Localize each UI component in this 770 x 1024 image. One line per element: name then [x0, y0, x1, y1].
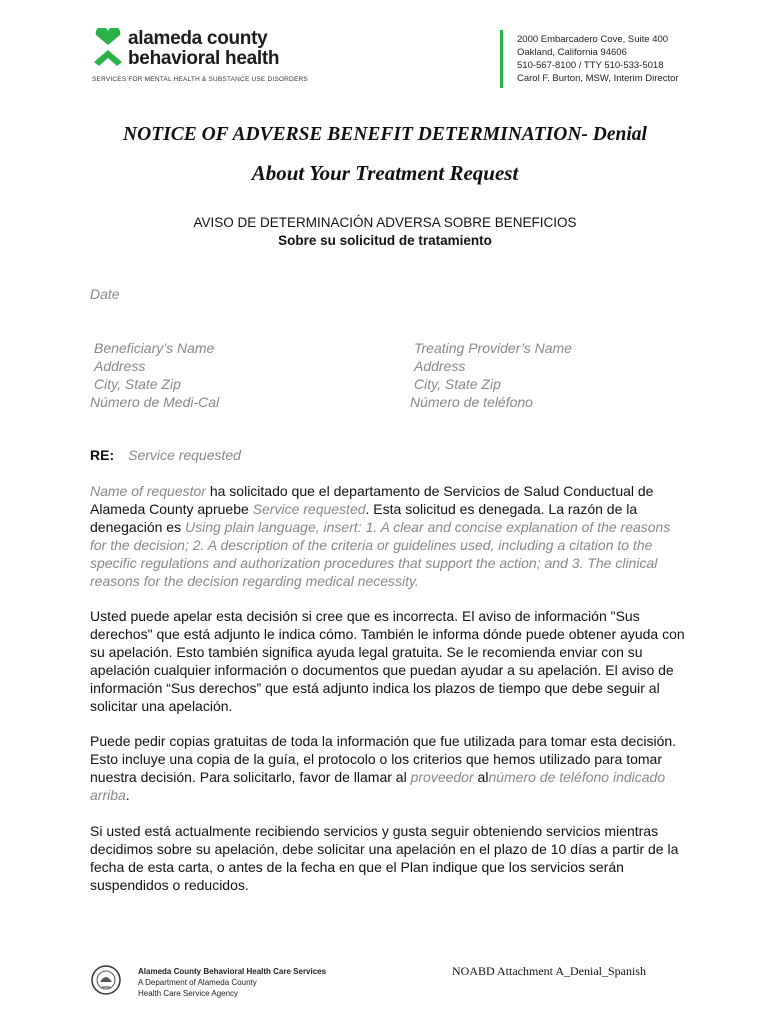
- header-divider: [500, 30, 503, 88]
- requestor-placeholder: Name of requestor: [90, 483, 206, 499]
- date-placeholder: Date: [90, 286, 120, 302]
- logo-text-line1: alameda county: [128, 28, 268, 49]
- contact-director: Carol F. Burton, MSW, Interim Director: [517, 73, 679, 84]
- re-service-placeholder: Service requested: [128, 447, 241, 463]
- logo-tagline: SERVICES FOR MENTAL HEALTH & SUBSTANCE USE DISORDERS: [92, 76, 308, 83]
- logo-text-line2: behavioral health: [128, 48, 280, 69]
- paragraph-free-copies: [90, 732, 690, 804]
- footer-agency-name: Alameda County Behavioral Health Care Services: [138, 967, 327, 976]
- paragraph-denial-reason: [90, 482, 690, 590]
- contact-phone: 510-567-8100 / TTY 510-533-5018: [517, 60, 664, 71]
- para3-text3: .: [125, 787, 130, 803]
- re-line: [90, 447, 241, 463]
- contact-city: Oakland, California 94606: [517, 47, 627, 58]
- footer-agency: [138, 966, 326, 999]
- footer-attachment-label: NOABD Attachment A_Denial_Spanish: [452, 964, 646, 978]
- title-spanish: AVISO DE DETERMINACIÓN ADVERSA SOBRE BENEFICIOS: [193, 215, 577, 230]
- heart-chevron-logo-icon: [92, 28, 124, 68]
- provider-phone: Número de teléfono: [410, 394, 533, 410]
- beneficiary-city: City, State Zip: [94, 376, 181, 392]
- service-placeholder: Service requested: [252, 501, 366, 517]
- county-seal-icon: [90, 960, 122, 1002]
- contact-block: [517, 33, 679, 85]
- provider-placeholder: proveedor: [410, 769, 474, 785]
- beneficiary-name: Beneficiary’s Name: [94, 340, 215, 356]
- paragraph-appeal-rights: Usted puede apelar esta decisión si cree que es incorrecta. El aviso de información "Sus derechos" que está adjunto le indica cómo. También le informa dónde puede obtener ayuda con su apelación. Esto también significa ayuda legal gratuita. Se le recomienda enviar con su apelación cualquier información o documentos que puedan ayudar a su apelación. El aviso de información “Sus derechos” que está adjunto indica los plazos de tiempo que debe seguir al solicitar una apelación.: [90, 608, 685, 714]
- footer-department: A Department of Alameda County: [138, 978, 257, 987]
- para3-text2: al: [473, 769, 489, 785]
- provider-city: City, State Zip: [414, 376, 501, 392]
- subtitle-spanish: Sobre su solicitud de tratamiento: [278, 233, 492, 248]
- beneficiary-medi-cal: Número de Medi-Cal: [90, 394, 220, 410]
- para1-text1: ha solicitado que el departamento de Servicios de Salud Conductual de Alameda County apruebe: [90, 483, 654, 517]
- contact-address: 2000 Embarcadero Cove, Suite 400: [517, 34, 669, 45]
- provider-address-block: [410, 339, 572, 411]
- re-label: RE:: [90, 447, 115, 463]
- reason-placeholder: Using plain language, insert: 1. A clear and concise explanation of the reasons for the decision; 2. A description of the criteria or guidelines used, including a citation to the specific regulations and authorization procedures that support the action; and 3. The clinical reasons for the decision regarding medical necessity.: [90, 519, 671, 589]
- subtitle-english: About Your Treatment Request: [251, 161, 519, 185]
- title-english: NOTICE OF ADVERSE BENEFIT DETERMINATION- Denial: [123, 124, 647, 145]
- provider-address: Address: [414, 358, 466, 374]
- para3-text1: Puede pedir copias gratuitas de toda la información que fue utilizada para tomar esta decisión. Esto incluye una copia de la guía, el protocolo o los criterios que hemos utilizado para tomar nuestra decisión. Para solicitarlo, favor de llamar al: [90, 733, 677, 785]
- footer-agency-parent: Health Care Service Agency: [138, 989, 239, 998]
- provider-name: Treating Provider’s Name: [414, 340, 572, 356]
- beneficiary-address: Address: [94, 358, 146, 374]
- beneficiary-address-block: [90, 339, 219, 411]
- phone-placeholder: número de teléfono indicado arriba: [90, 769, 666, 803]
- para1-text2: . Esta solicitud es denegada. La razón de la denegación es: [90, 501, 638, 535]
- paragraph-continue-services: Si usted está actualmente recibiendo servicios y gusta seguir obteniendo servicios mientras decidimos sobre su apelación, debe solicitar una apelación en el plazo de 10 días a partir de la fecha de esta carta, o antes de la fecha en que el Plan indique que los servicios serán suspendidos o reducidos.: [90, 823, 679, 893]
